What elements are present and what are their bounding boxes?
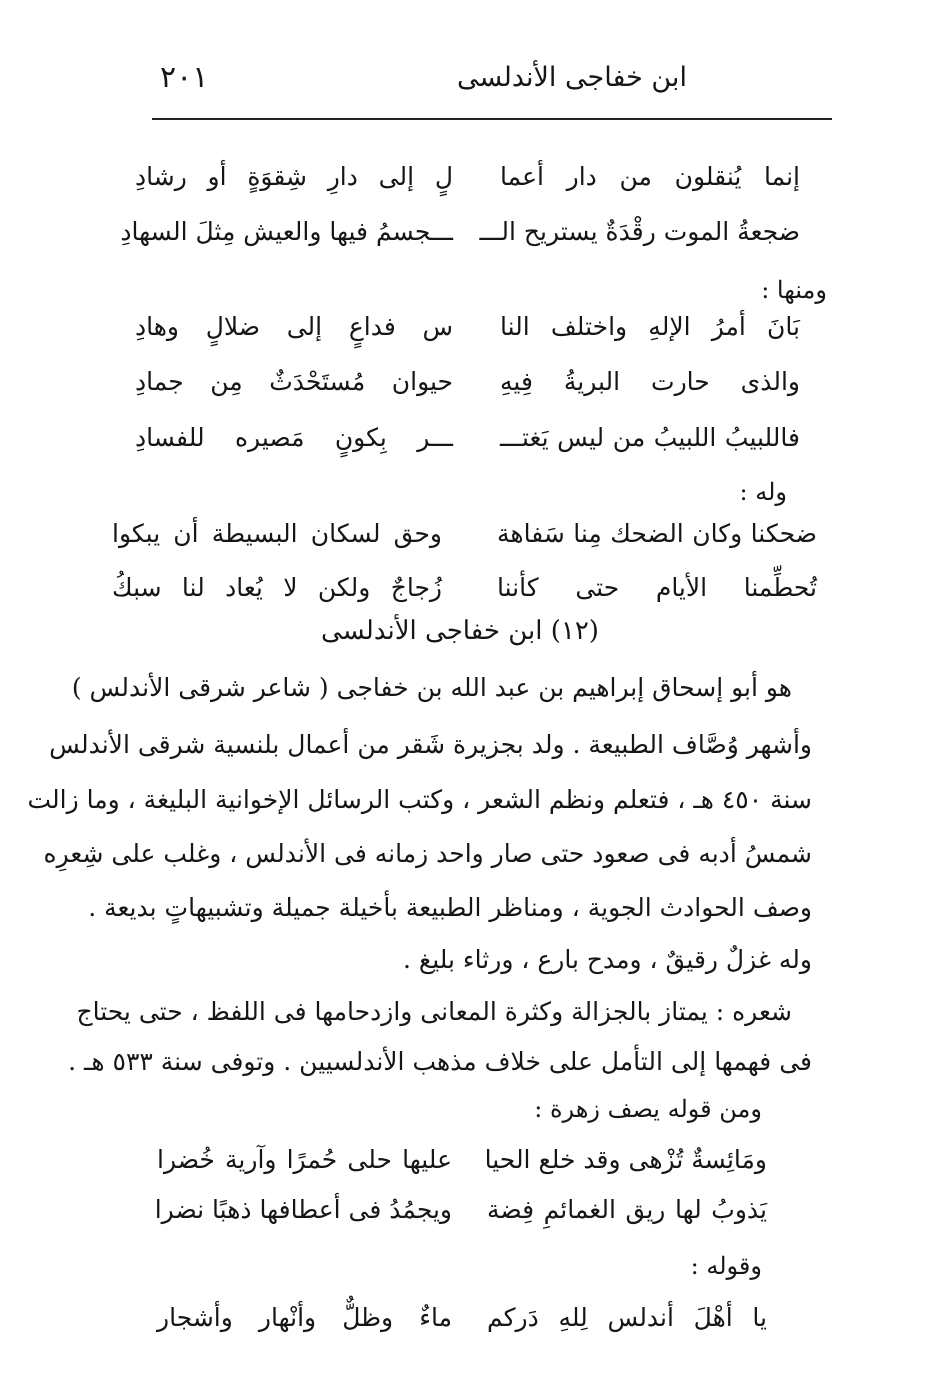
paragraph-line: هو أبو إسحاق إبراهيم بن عبد الله بن خفاجى ( شاعر شرقى الأندلس ) bbox=[71, 673, 792, 702]
page-number: ٢٠١ bbox=[160, 60, 209, 95]
first-hemistich: بَانَ أمرُ الإلهِ واختلف النا bbox=[500, 312, 800, 341]
second-hemistich: لٍ إلى دارِ شِقوَةٍ أو رشادِ bbox=[135, 162, 453, 191]
first-hemistich: ضجعةُ الموت رقْدَةٌ يستريح الـــ bbox=[479, 217, 800, 246]
verse-line bbox=[157, 1138, 767, 1182]
label-qawluh: وقوله : bbox=[690, 1252, 762, 1280]
paragraph-line: شمسُ أدبه فى صعود حتى صار واحد زمانه فى الأندلس ، وغلب على شِعرِه bbox=[43, 839, 812, 868]
verse-line bbox=[135, 360, 800, 404]
verse-line bbox=[135, 416, 800, 460]
first-hemistich: إنما يُنقلون من دار أعما bbox=[500, 162, 800, 191]
section-title: (١٢) ابن خفاجى الأندلسى bbox=[321, 616, 599, 646]
second-hemistich: عليها حلى حُمرًا وآرية خُضرا bbox=[157, 1145, 452, 1174]
second-hemistich: زُجاجٌ ولكن لا يُعاد لنا سبكُ bbox=[112, 573, 442, 602]
second-hemistich: ويجمُدُ فى أعطافها ذهبًا نضرا bbox=[154, 1195, 452, 1224]
verse-line bbox=[154, 1188, 767, 1232]
first-hemistich: فاللبيبُ اللبيبُ من ليس يَغتـــ bbox=[500, 423, 800, 452]
verse-line bbox=[112, 512, 817, 556]
paragraph-line: وأشهر وُصَّاف الطبيعة . ولد بجزيرة شَقر من أعمال بلنسية شرقى الأندلس bbox=[49, 730, 812, 759]
paragraph-line: فى فهمها إلى التأمل على خلاف مذهب الأندلسيين . وتوفى سنة ٥٣٣ هـ . bbox=[68, 1047, 812, 1076]
second-hemistich: ـــر بِكونٍ مَصيره للفسادِ bbox=[135, 423, 453, 452]
first-hemistich: ومَائِسةٌ تُزْهى وقد خلع الحيا bbox=[484, 1145, 767, 1174]
header-rule bbox=[152, 118, 832, 120]
verse-line bbox=[135, 305, 800, 349]
first-hemistich: ضحكنا وكان الضحك مِنا سَفاهة bbox=[497, 519, 817, 548]
second-hemistich: س فداعٍ إلى ضلالٍ وهادِ bbox=[135, 312, 453, 341]
paragraph-line: سنة ٤٥٠ هـ ، فتعلم ونظم الشعر ، وكتب الرسائل الإخوانية البليغة ، وما زالت bbox=[27, 785, 812, 814]
running-head: ابن خفاجى الأندلسى bbox=[457, 62, 687, 93]
label-walah: وله : bbox=[739, 478, 787, 506]
second-hemistich: حيوان مُستَحْدَثٌ مِن جمادِ bbox=[135, 367, 453, 396]
verse-line bbox=[112, 566, 817, 610]
verse-line bbox=[120, 210, 800, 254]
second-hemistich: ـــجسمُ فيها والعيش مِثلَ السهادِ bbox=[120, 217, 453, 246]
first-hemistich: يا أهْلَ أندلس لِلهِ دَركم bbox=[487, 1303, 767, 1332]
page-header bbox=[152, 52, 832, 124]
label-minha: ومنها : bbox=[761, 276, 827, 304]
label-zahra: ومن قوله يصف زهرة : bbox=[534, 1095, 762, 1123]
verse-line bbox=[135, 155, 800, 199]
paragraph-line: شعره : يمتاز بالجزالة وكثرة المعانى وازدحامها فى اللفظ ، حتى يحتاج bbox=[76, 997, 792, 1026]
first-hemistich: يَذوبُ لها ريق الغمائمِ فِضة bbox=[487, 1195, 767, 1224]
paragraph-line: وله غزلٌ رقيقٌ ، ومدح بارع ، ورثاء بليغ . bbox=[403, 945, 812, 974]
first-hemistich: تُحطِّمنا الأيام حتى كأننا bbox=[497, 573, 817, 602]
verse-line bbox=[157, 1296, 767, 1340]
second-hemistich: وحق لسكان البسيطة أن يبكوا bbox=[112, 519, 442, 548]
first-hemistich: والذى حارت البريةُ فِيهِ bbox=[500, 367, 800, 396]
second-hemistich: ماءٌ وظلٌّ وأنْهار وأشجار bbox=[157, 1303, 452, 1332]
paragraph-line: وصف الحوادث الجوية ، ومناظر الطبيعة بأخيلة جميلة وتشبيهاتٍ بديعة . bbox=[88, 893, 812, 922]
